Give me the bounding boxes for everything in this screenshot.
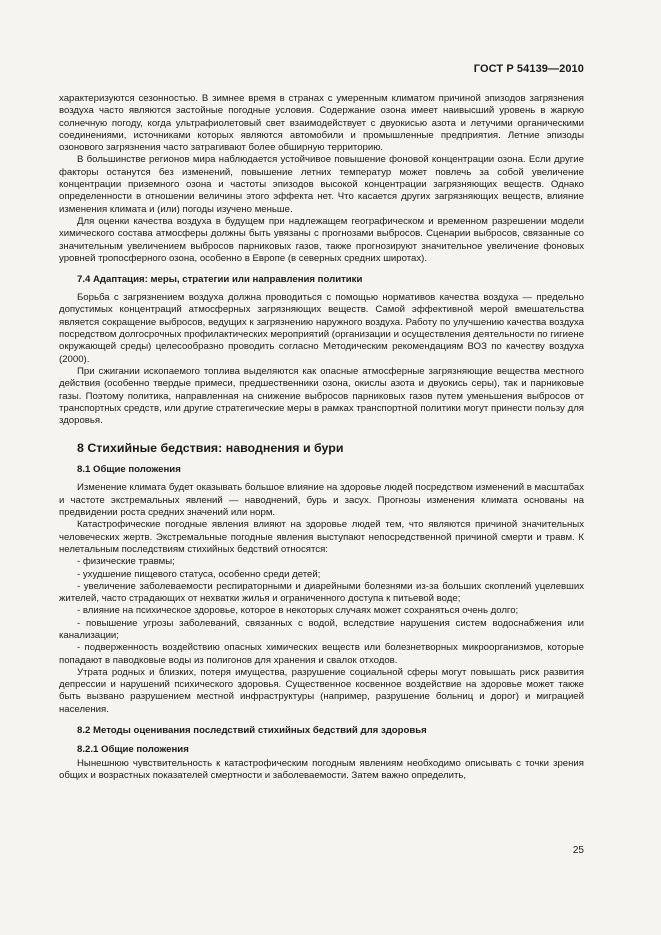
paragraph: Борьба с загрязнением воздуха должна проводиться с помощью нормативов качества воздуха — предельно допустимых концентраций атмосферных загрязняющих веществ. Самой эффективной мерой вмешательства является сокращение выбросов, ведущих к загрязнению наружного воздуха. Работу по улучшению качества воздуха посредством долгосрочных профилактических мероприятий (организации и осуществления деятельности по гигиене окружающей среды) целесообразно проводить согласно Методическим рекомендациям ВОЗ по качеству воздуха (2000). (59, 292, 584, 365)
subsection-heading: 8.2 Методы оценивания последствий стихийных бедствий для здоровья (77, 725, 427, 737)
list-item: - влияние на психическое здоровье, которое в некоторых случаях может сохраняться очень долго; (77, 605, 519, 617)
list-item: - физические травмы; (77, 556, 175, 568)
paragraph: характеризуются сезонностью. В зимнее время в странах с умеренным климатом причиной эпизодов загрязнения воздуха часто являются застойные погодные условия. Содержание озона имеет наивысший уровень в жаркую солнечную погоду, когда ультрафиолетовый свет взаимодействует с двуокисью азота и летучими органическими соединениями, источниками которых являются автомобили и промышленные предприятия. Летние эпизоды озонового загрязнения часто затрагивают более обширную территорию. (59, 93, 584, 154)
paragraph: Катастрофические погодные явления влияют на здоровье людей тем, что являются причиной значительных человеческих жертв. Экстремальные погодные явления выступают непосредственной причиной смерти и травм. К нелетальным последствиям стихийных бедствий относятся: (59, 519, 584, 555)
paragraph: При сжигании ископаемого топлива выделяются как опасные атмосферные загрязняющие вещества местного действия (особенно твердые примеси, предшественники озона, окислы азота и двуокись серы), так и парниковые газы. Поэтому политика, направленная на снижение выбросов парниковых газов путем уменьшения выбросов от транспортных средств, или другие стратегические меры в рамках транспортной политики могут принести пользу для здоровья. (59, 365, 584, 427)
paragraph: Изменение климата будет оказывать большое влияние на здоровье людей посредством изменений в масштабах и частоте экстремальных явлений — наводнений, бурь и засух. Прогнозы изменения климата основаны на предвидении роста средних значений или норм. (59, 482, 584, 519)
list-item: - увеличение заболеваемости респираторными и диарейными болезнями из-за больших скоплений уцелевших жителей, часто страдающих от нехватки жилья и ограниченного доступа к питьевой воде; (59, 580, 584, 605)
subsection-heading: 8.1 Общие положения (77, 464, 181, 476)
list-item: - повышение угрозы заболеваний, связанных с водой, вследствие нарушения систем водоснабжения или канализации; (59, 617, 584, 641)
section-heading: 8 Стихийные бедствия: наводнения и бури (77, 441, 344, 456)
subsection-heading: 7.4 Адаптация: меры, стратегии или направления политики (77, 274, 363, 286)
paragraph: Утрата родных и близких, потеря имущества, разрушение социальной сферы могут повышать риск развития депрессии и нарушений психического здоровья. Существенное косвенное воздействие на здоровье может также быть вызвано разрушением местной инфраструктуры (например, разрушение больниц и дорог) и миграцией населения. (59, 666, 584, 715)
paragraph: В большинстве регионов мира наблюдается устойчивое повышение фоновой концентрации озона. Если другие факторы останутся без изменений, повышение летних температур может повлечь за собой увеличение концентрации приземного озона и частоты эпизодов высокой концентрации загрязняющих веществ. Однако определенности в отношении величины этого эффекта нет. Что касается других загрязняющих веществ, влияние изменения климата и (или) погоды изучено меньше. (59, 154, 584, 215)
standard-header: ГОСТ Р 54139—2010 (473, 63, 584, 75)
list-item: - подверженность воздействию опасных химических веществ или болезнетворных микроорганизмов, которые попадают в паводковые воды из полигонов для хранения и свалок отходов. (59, 642, 584, 666)
document-body (59, 93, 584, 783)
list-item: - ухудшение пищевого статуса, особенно среди детей; (77, 568, 321, 580)
paragraph: Для оценки качества воздуха в будущем при надлежащем географическом и временном разрешении модели химического состава атмосферы должны быть увязаны с прогнозами выбросов. Сценарии выбросов, связанные со значительным увеличением выбросов парниковых газов, также прогнозируют значительное увеличение фоновых уровней тропосферного озона, особенно в Европе (в северных средних широтах). (59, 215, 584, 264)
page-number: 25 (572, 845, 584, 856)
paragraph: Нынешнюю чувствительность к катастрофическим погодным явлениям необходимо описывать с точки зрения общих и возрастных показателей смертности и заболеваемости. Затем важно определить, (59, 758, 584, 782)
subsection-heading: 8.2.1 Общие положения (77, 744, 189, 756)
